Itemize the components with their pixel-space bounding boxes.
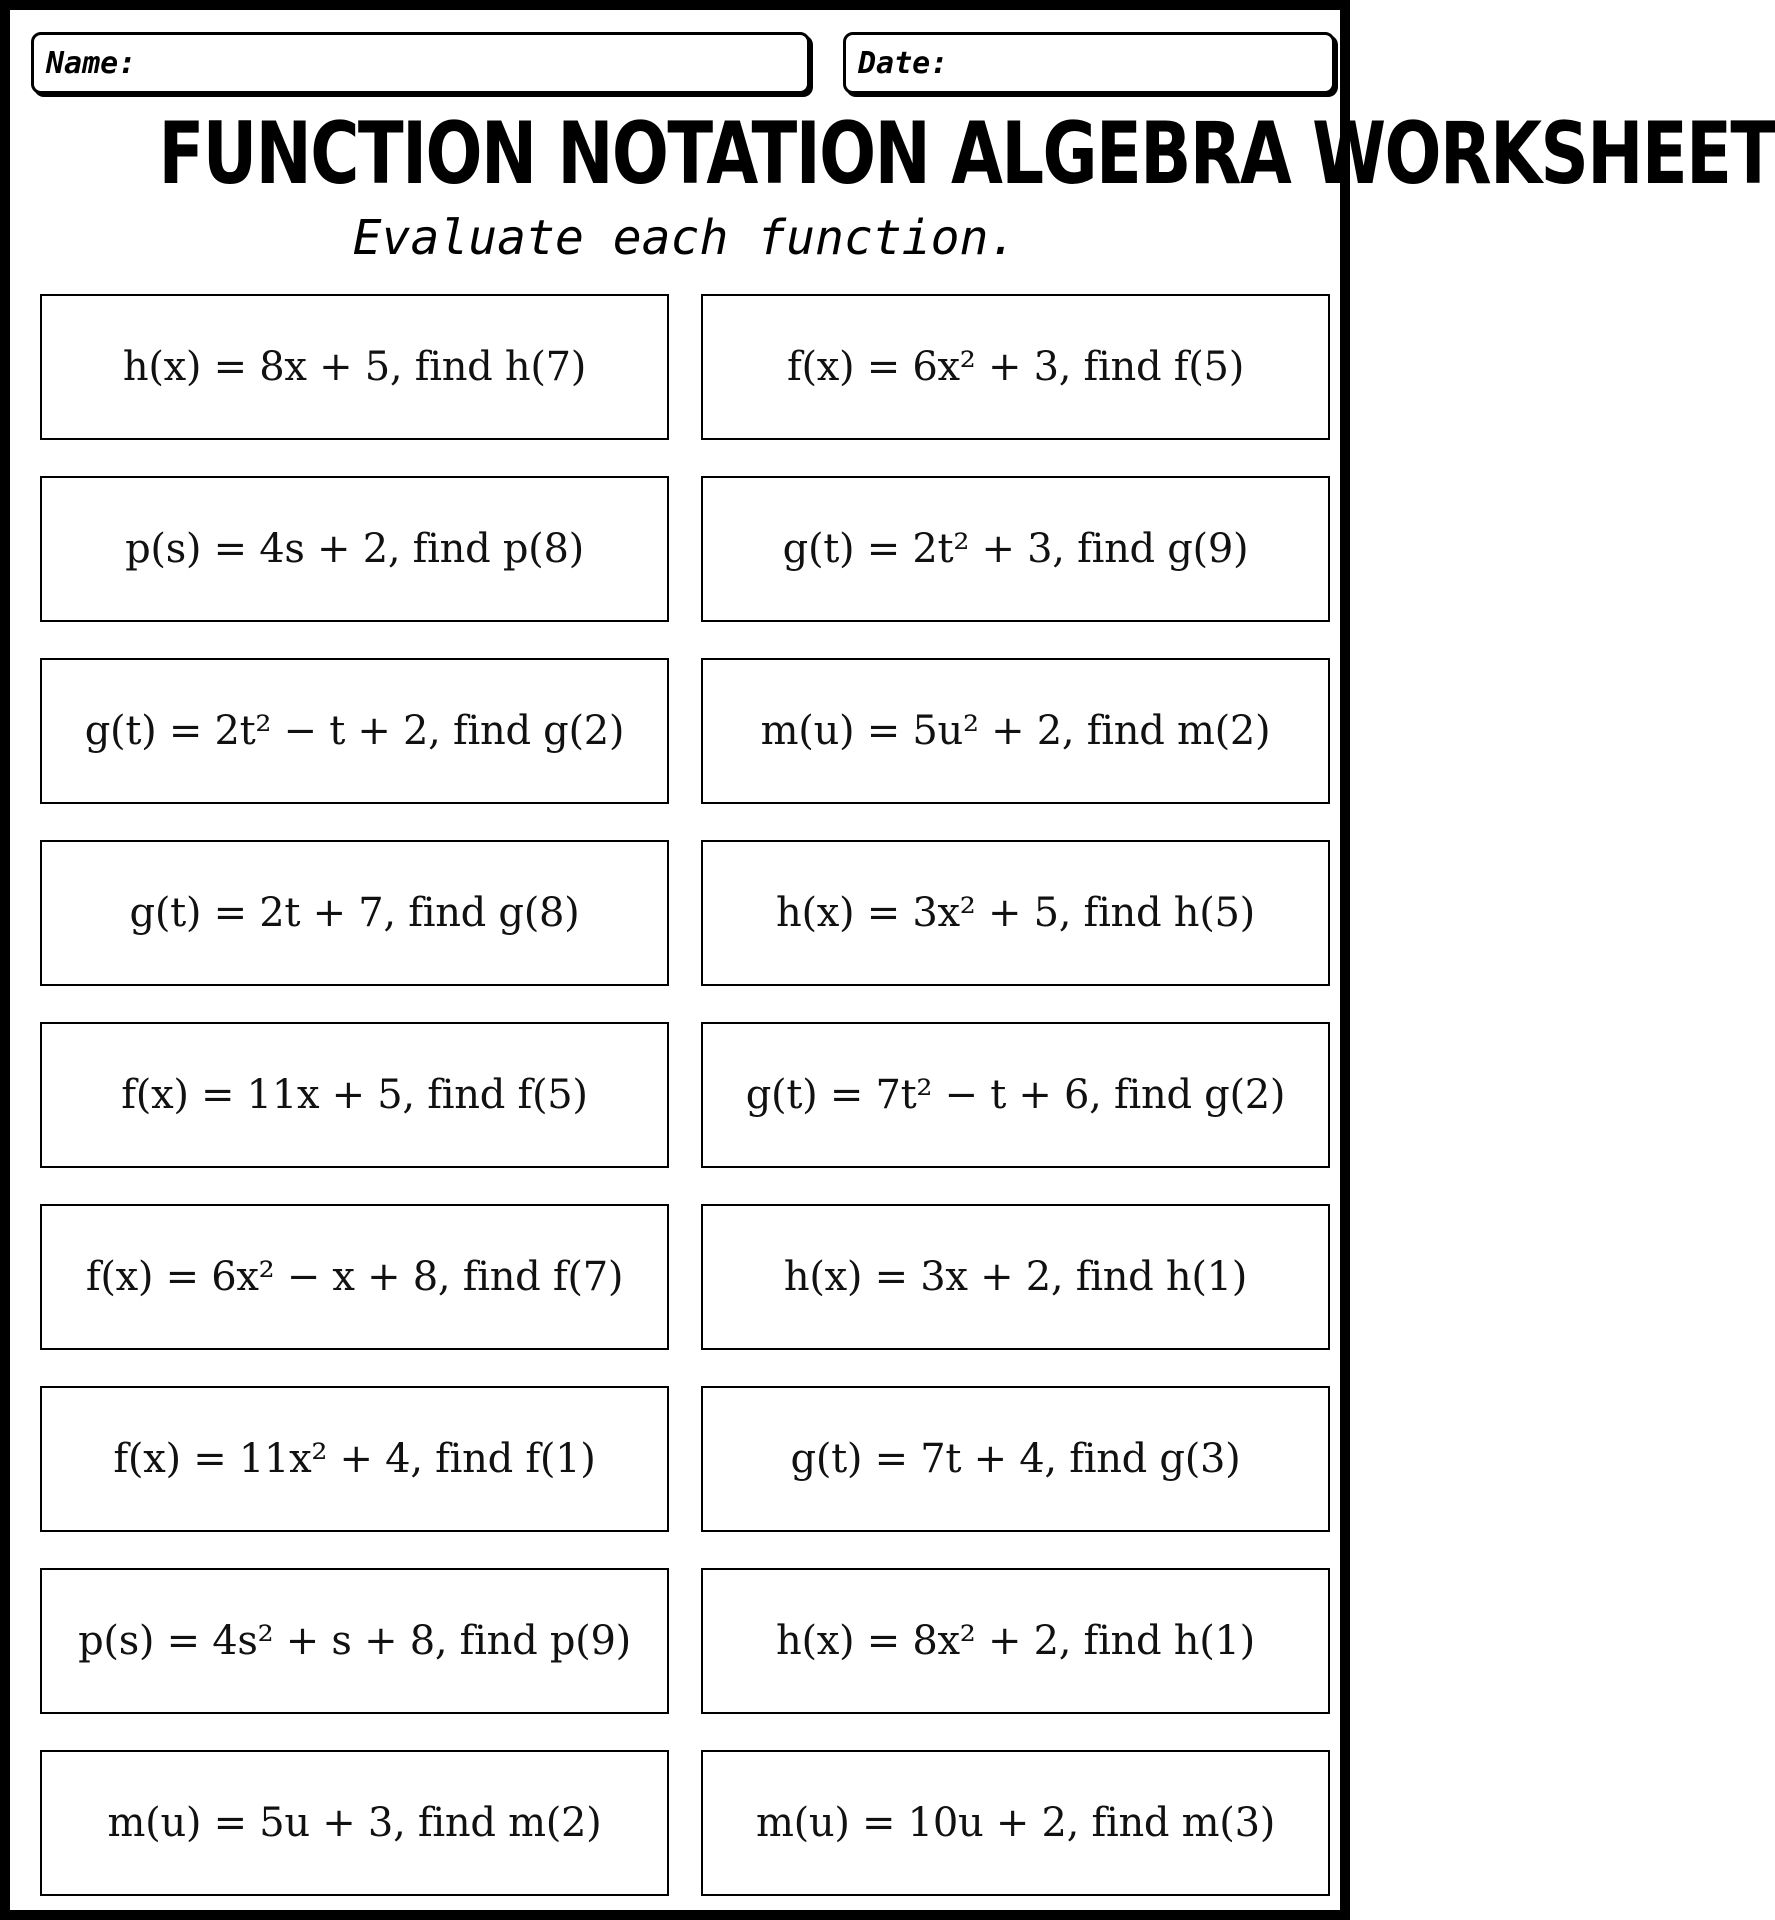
problem-text: h(x) = 3x + 2, find h(1) <box>783 1254 1248 1300</box>
problem-text: g(t) = 2t² + 3, find g(9) <box>782 526 1249 572</box>
worksheet-instructions: Evaluate each function. <box>352 210 1018 266</box>
problem-text: f(x) = 11x² + 4, find f(1) <box>113 1436 596 1482</box>
problem-box <box>701 658 1330 804</box>
problem-box <box>40 476 669 622</box>
problem-box <box>40 658 669 804</box>
date-label: Date: <box>858 45 949 81</box>
problem-box <box>40 840 669 986</box>
problem-text: m(u) = 5u² + 2, find m(2) <box>760 708 1271 754</box>
problem-box <box>701 1022 1330 1168</box>
problem-box <box>701 1386 1330 1532</box>
problem-box <box>701 1204 1330 1350</box>
problem-text: h(x) = 3x² + 5, find h(5) <box>776 890 1255 936</box>
problem-box <box>701 294 1330 440</box>
date-field[interactable] <box>843 32 1335 94</box>
problem-text: p(s) = 4s² + s + 8, find p(9) <box>78 1618 631 1664</box>
problem-text: f(x) = 11x + 5, find f(5) <box>121 1072 588 1118</box>
name-label: Name: <box>46 45 137 81</box>
problem-text: h(x) = 8x + 5, find h(7) <box>122 344 587 390</box>
name-field[interactable] <box>31 32 810 94</box>
worksheet-title: FUNCTION NOTATION ALGEBRA WORKSHEET <box>158 104 1775 204</box>
problem-text: h(x) = 8x² + 2, find h(1) <box>776 1618 1255 1664</box>
problem-box <box>701 476 1330 622</box>
problem-text: f(x) = 6x² − x + 8, find f(7) <box>85 1254 624 1300</box>
problem-text: g(t) = 7t + 4, find g(3) <box>790 1436 1241 1482</box>
problem-box <box>40 1204 669 1350</box>
problem-box <box>40 1568 669 1714</box>
problem-grid <box>40 294 1330 1898</box>
problem-text: f(x) = 6x² + 3, find f(5) <box>786 344 1245 390</box>
problem-text: g(t) = 2t² − t + 2, find g(2) <box>84 708 625 754</box>
problem-box <box>40 1022 669 1168</box>
problem-text: g(t) = 2t + 7, find g(8) <box>129 890 580 936</box>
problem-text: m(u) = 5u + 3, find m(2) <box>107 1800 602 1846</box>
problem-box <box>701 1750 1330 1896</box>
problem-box <box>701 1568 1330 1714</box>
problem-box <box>701 840 1330 986</box>
problem-text: m(u) = 10u + 2, find m(3) <box>755 1800 1276 1846</box>
problem-box <box>40 1750 669 1896</box>
problem-text: g(t) = 7t² − t + 6, find g(2) <box>745 1072 1286 1118</box>
problem-box <box>40 294 669 440</box>
problem-box <box>40 1386 669 1532</box>
problem-text: p(s) = 4s + 2, find p(8) <box>125 526 584 572</box>
